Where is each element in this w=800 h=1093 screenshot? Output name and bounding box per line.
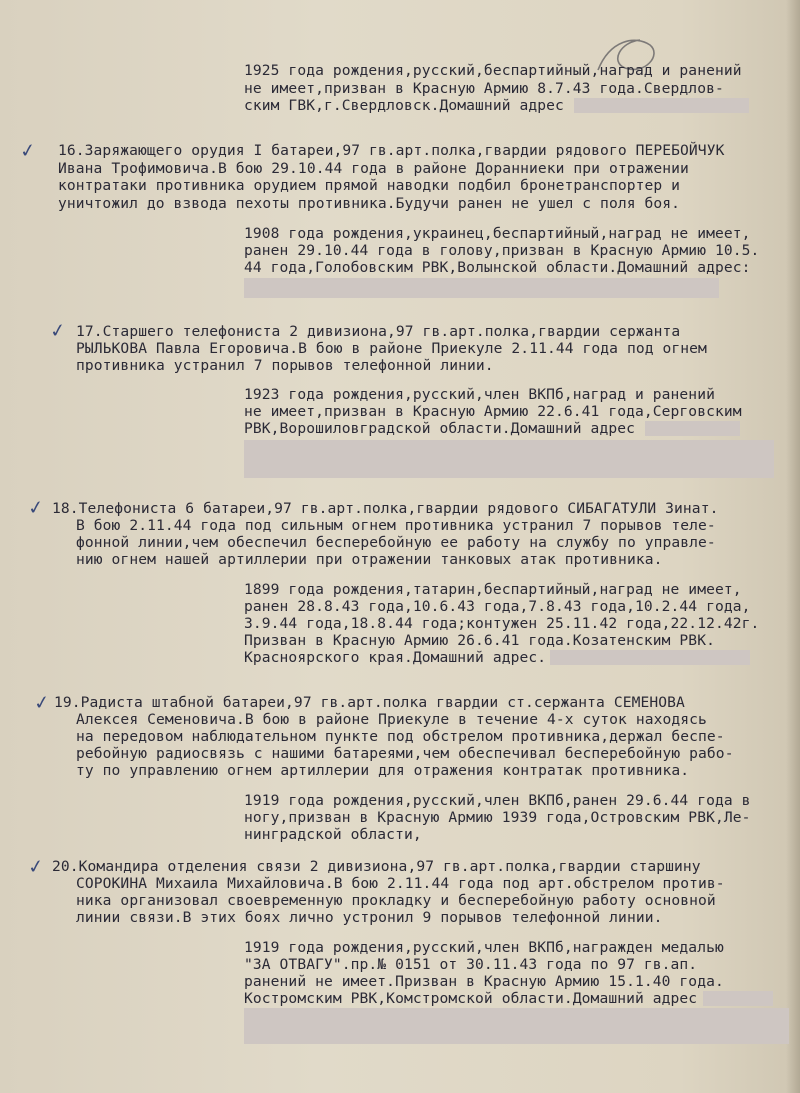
entry-line: фонной линии,чем обеспечил бесперебойную ее работу на службу по управле- bbox=[76, 534, 716, 551]
check-mark-icon: ✓ bbox=[26, 854, 46, 880]
bio-line: Красноярского края.Домашний адрес. bbox=[244, 649, 750, 666]
bio-line: ранений не имеет.Призван в Красную Армию 15.1.40 года. bbox=[244, 973, 724, 990]
bio-line: "ЗА ОТВАГУ".пр.№ 0151 от 30.11.43 года по 97 гв.ап. bbox=[244, 956, 698, 973]
entry-line: контратаки противника орудием прямой наводки подбил бронетранспортер и bbox=[58, 177, 681, 194]
redaction bbox=[574, 98, 749, 113]
entry-line: линии связи.В этих боях лично устронил 9 порывов телефонной линии. bbox=[76, 909, 663, 926]
bio-line: ранен 28.8.43 года,10.6.43 года,7.8.43 года,10.2.44 года, bbox=[244, 598, 751, 615]
bio-line: 3.9.44 года,18.8.44 года;контужен 25.11.42 года,22.12.42г. bbox=[244, 615, 760, 632]
bio-line: 1923 года рождения,русский,член ВКПб,наград и ранений bbox=[244, 386, 715, 403]
redaction bbox=[550, 650, 750, 665]
redaction bbox=[703, 991, 773, 1006]
entry-line: СОРОКИНА Михаила Михайловича.В бою 2.11.44 года под арт.обстрелом против- bbox=[76, 875, 725, 892]
bio-line: 44 года,Голобовским РВК,Волынской области.Домашний адрес: bbox=[244, 259, 751, 276]
intro-line: не имеет,призван в Красную Армию 8.7.43 года.Свердлов- bbox=[244, 80, 724, 97]
entry-line: 16.Заряжающего орудия I батареи,97 гв.арт.полка,гвардии рядового ПЕРЕБОЙЧУК bbox=[58, 142, 725, 159]
bio-line: не имеет,призван в Красную Армию 22.6.41 года,Серговским bbox=[244, 403, 742, 420]
bio-line: ногу,призван в Красную Армию 1939 года,Островским РВК,Ле- bbox=[244, 809, 751, 826]
entry-line: противника устранил 7 порывов телефонной линии. bbox=[76, 357, 494, 374]
bio-line: Костромским РВК,Комстромской области.Домашний адрес bbox=[244, 990, 773, 1007]
redaction bbox=[645, 421, 740, 436]
entry-line: Ивана Трофимовича.В бою 29.10.44 года в районе Доранниеки при отражении bbox=[58, 160, 689, 177]
redaction bbox=[244, 440, 774, 478]
redaction bbox=[244, 1008, 789, 1044]
bio-line: 1908 года рождения,украинец,беспартийный,наград не имеет, bbox=[244, 225, 751, 242]
entry-line: ребойную радиосвязь с нашими батареями,чем обеспечивал бесперебойную рабо- bbox=[76, 745, 734, 762]
intro-line: ским ГВК,г.Свердловск.Домашний адрес bbox=[244, 97, 749, 114]
entry-line: Алексея Семеновича.В бою в районе Приекуле в течение 4-х суток находясь bbox=[76, 711, 707, 728]
bio-line: Призван в Красную Армию 26.6.41 года.Козатенским РВК. bbox=[244, 632, 715, 649]
redaction bbox=[244, 278, 719, 298]
check-mark-icon: ✓ bbox=[48, 318, 68, 344]
bio-line: 1899 года рождения,татарин,беспартийный,наград не имеет, bbox=[244, 581, 742, 598]
intro-line: 1925 года рождения,русский,беспартийный,наград и ранений bbox=[244, 62, 742, 79]
bio-line: нинградской области, bbox=[244, 826, 422, 843]
bio-line: 1919 года рождения,русский,член ВКПб,ранен 29.6.44 года в bbox=[244, 792, 751, 809]
check-mark-icon: ✓ bbox=[32, 690, 52, 716]
bio-line: РВК,Ворошиловградской области.Домашний адрес bbox=[244, 420, 740, 437]
paper-edge-shadow bbox=[786, 0, 800, 1093]
bio-line: 1919 года рождения,русский,член ВКПб,награжден медалью bbox=[244, 939, 724, 956]
entry-line: В бою 2.11.44 года под сильным огнем противника устранил 7 порывов теле- bbox=[76, 517, 716, 534]
entry-line: ту по управлению огнем артиллерии для отражения контратак противника. bbox=[76, 762, 690, 779]
entry-line: нию огнем нашей артиллерии при отражении танковых атак противника. bbox=[76, 551, 663, 568]
check-mark-icon: ✓ bbox=[18, 138, 38, 164]
entry-line: 18.Телефониста 6 батареи,97 гв.арт.полка,гвардии рядового СИБАГАТУЛИ Зинат. bbox=[52, 500, 719, 517]
entry-line: на передовом наблюдательном пункте под обстрелом противника,держал беспе- bbox=[76, 728, 725, 745]
entry-line: 19.Радиста штабной батареи,97 гв.арт.полка гвардии ст.сержанта СЕМЕНОВА bbox=[54, 694, 685, 711]
entry-line: 17.Старшего телефониста 2 дивизиона,97 гв.арт.полка,гвардии сержанта bbox=[76, 323, 681, 340]
entry-line: ника организовал своевременную прокладку и бесперебойную работу основной bbox=[76, 892, 716, 909]
bio-line: ранен 29.10.44 года в голову,призван в Красную Армию 10.5. bbox=[244, 242, 760, 259]
entry-line: уничтожил до взвода пехоты противника.Будучи ранен не ушел с поля боя. bbox=[58, 195, 681, 212]
check-mark-icon: ✓ bbox=[26, 495, 46, 521]
entry-line: 20.Командира отделения связи 2 дивизиона,97 гв.арт.полка,гвардии старшину bbox=[52, 858, 701, 875]
entry-line: РЫЛЬКОВА Павла Егоровича.В бою в районе Приекуле 2.11.44 года под огнем bbox=[76, 340, 707, 357]
